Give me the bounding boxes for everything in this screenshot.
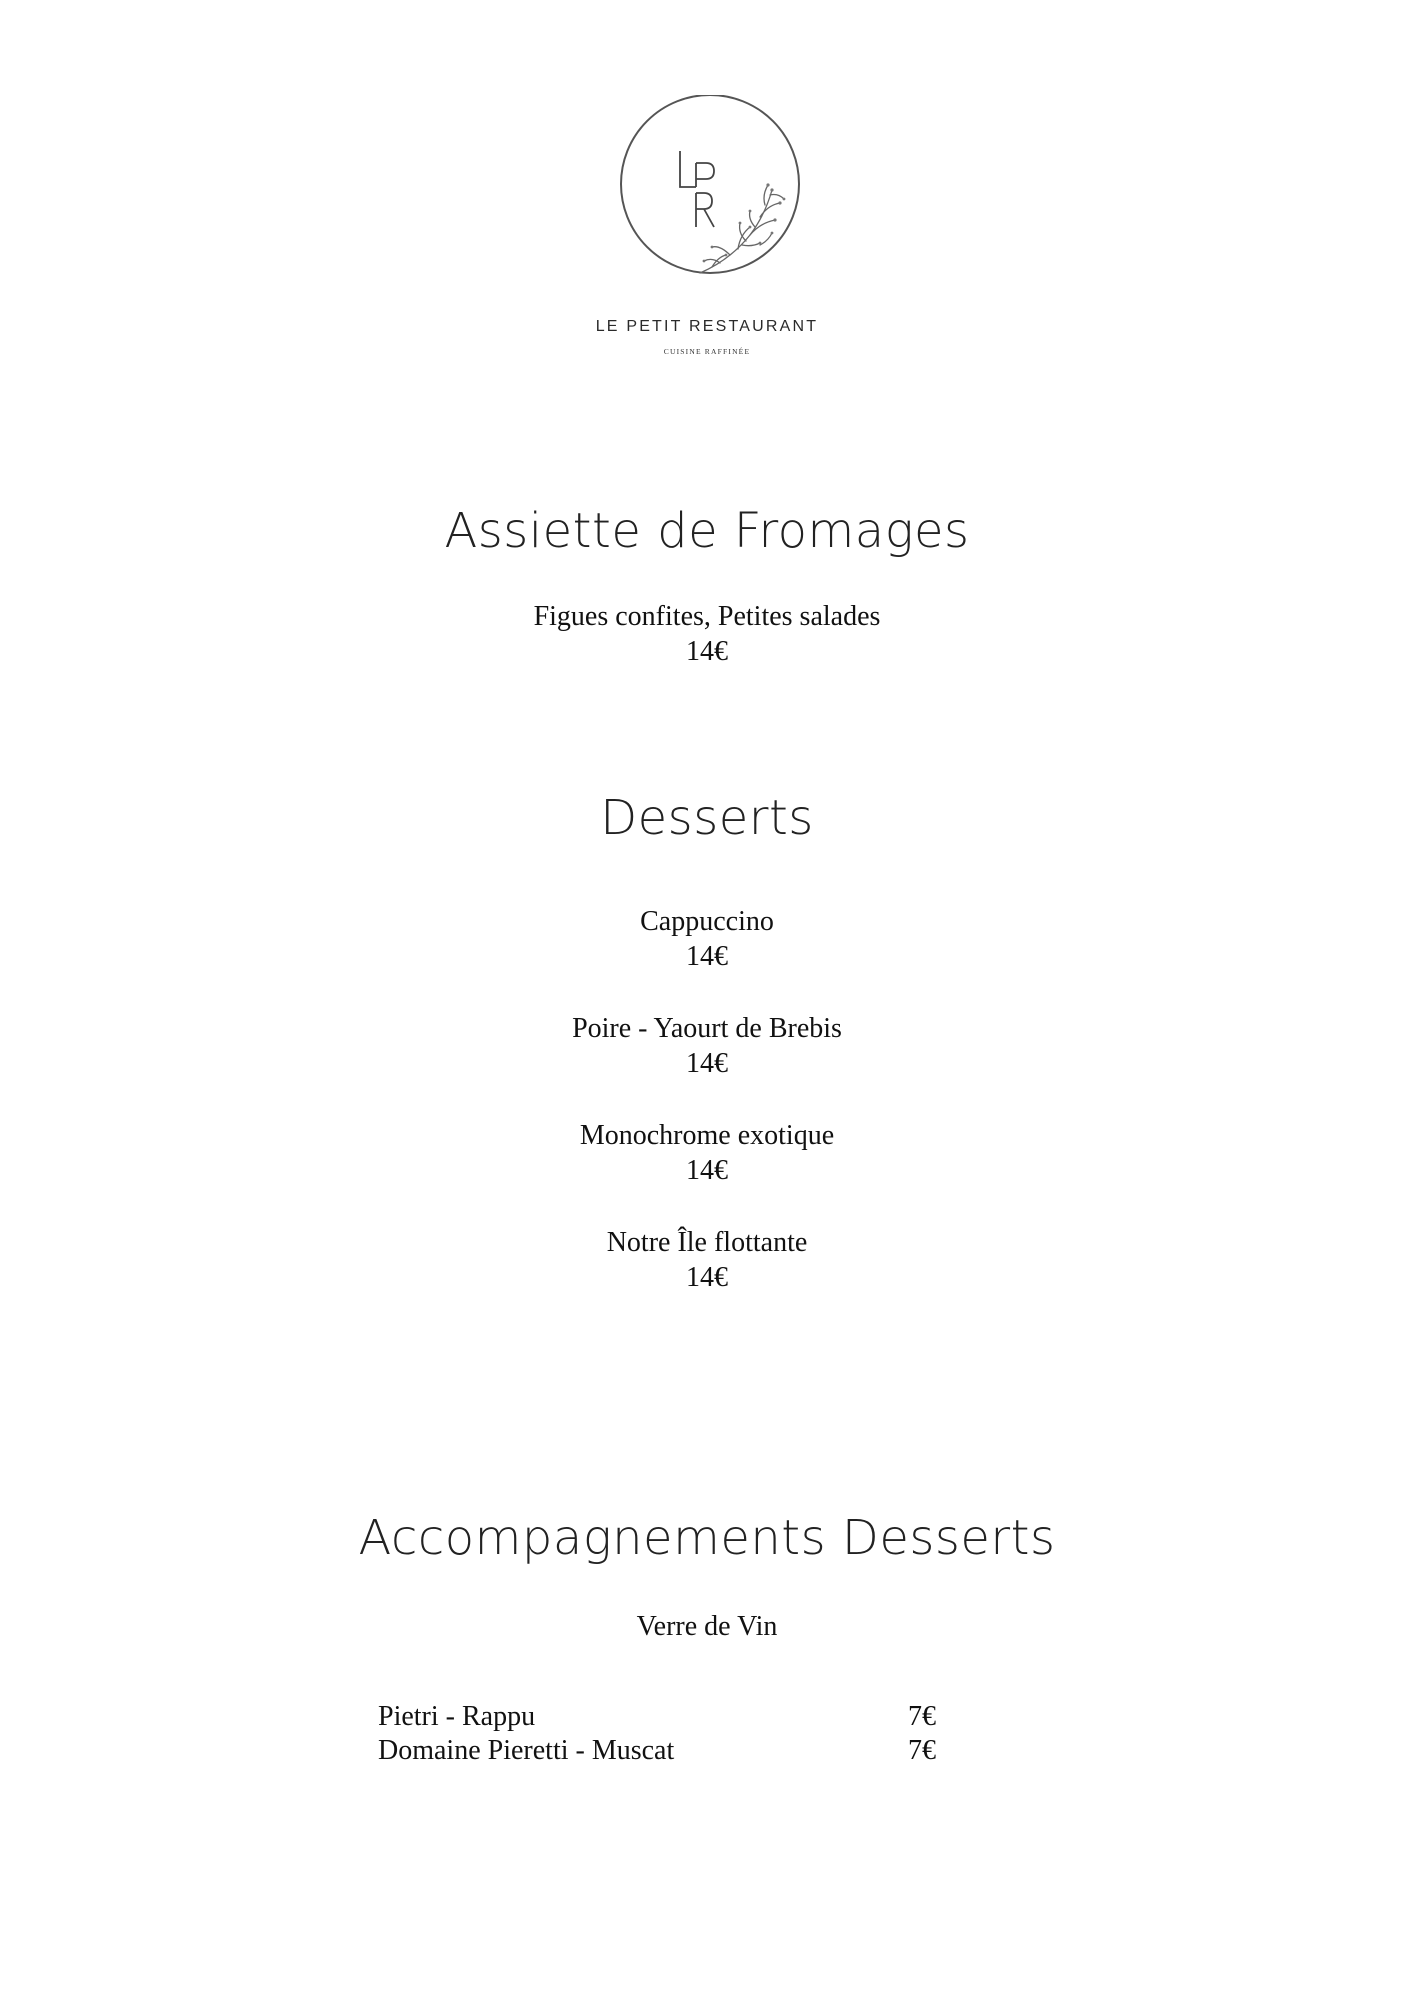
dessert-item-name: Monochrome exotique bbox=[579, 1120, 835, 1151]
fromages-item-name: Figues confites, Petites salades bbox=[533, 601, 881, 632]
fromages-item-price: 14€ bbox=[686, 636, 728, 667]
wine-subtitle: Verre de Vin bbox=[636, 1611, 778, 1642]
dessert-item-price: 14€ bbox=[686, 1048, 728, 1079]
dessert-item-name: Cappuccino bbox=[640, 906, 774, 937]
section-title-fromages: Assiette de Fromages bbox=[444, 503, 970, 559]
wine-name: Domaine Pieretti - Muscat bbox=[378, 1735, 675, 1766]
wine-price: 7€ bbox=[908, 1735, 936, 1766]
dessert-item-name: Notre Île flottante bbox=[606, 1227, 808, 1258]
dessert-item-price: 14€ bbox=[686, 1155, 728, 1186]
wine-name: Pietri - Rappu bbox=[378, 1701, 536, 1732]
brand-name: LE PETIT RESTAURANT bbox=[595, 318, 819, 335]
restaurant-logo bbox=[600, 95, 820, 295]
dessert-item-name: Poire - Yaourt de Brebis bbox=[572, 1013, 842, 1044]
brand-tagline: CUISINE RAFFINÉE bbox=[663, 347, 751, 356]
dessert-item-price: 14€ bbox=[686, 941, 728, 972]
section-title-accompagnements: Accompagnements Desserts bbox=[358, 1510, 1056, 1566]
dessert-item-price: 14€ bbox=[686, 1262, 728, 1293]
wine-price: 7€ bbox=[908, 1701, 936, 1732]
section-title-desserts: Desserts bbox=[600, 790, 814, 846]
